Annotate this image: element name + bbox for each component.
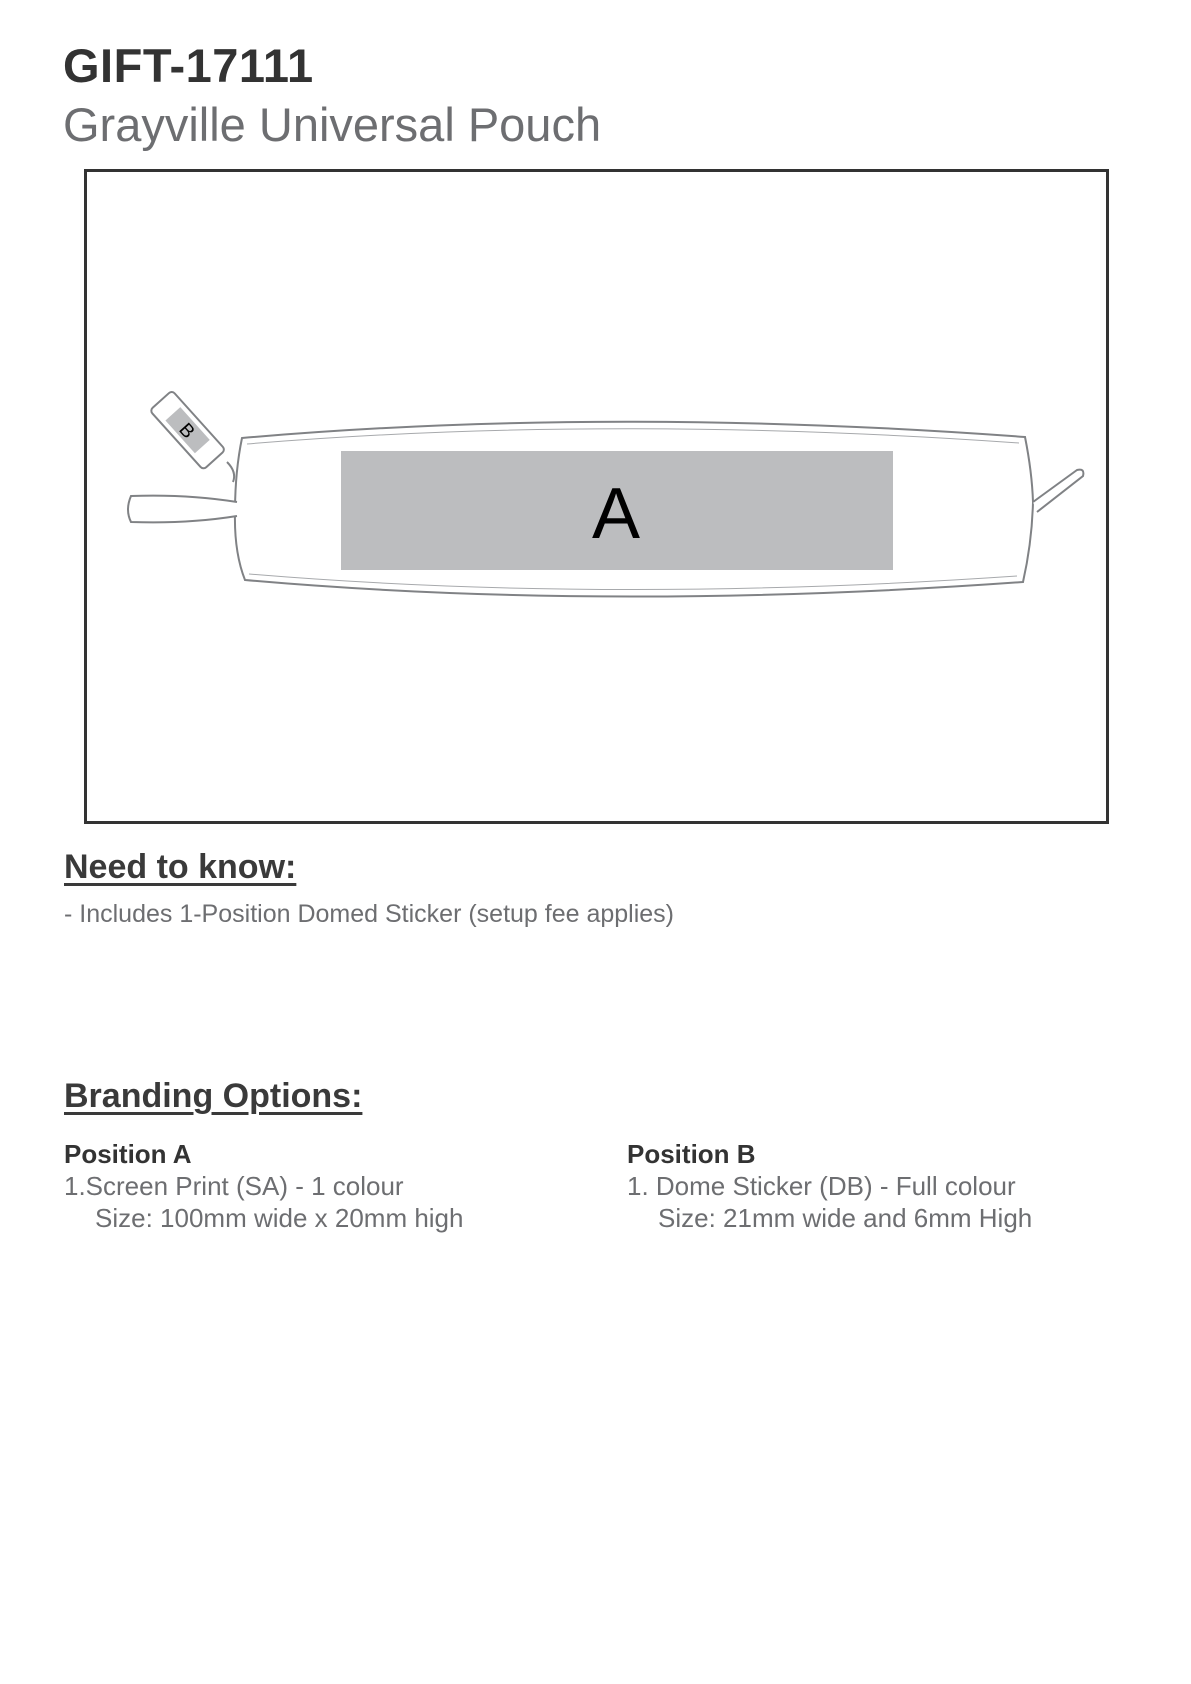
position-a-title: Position A bbox=[64, 1139, 192, 1169]
wrist-strap bbox=[128, 496, 237, 523]
position-b-method: 1. Dome Sticker (DB) - Full colour bbox=[627, 1171, 1016, 1201]
pouch-illustration bbox=[87, 172, 1106, 821]
zipper-pull-right bbox=[1033, 470, 1083, 512]
position-a-details bbox=[64, 1138, 463, 1234]
position-a-size: Size: 100mm wide x 20mm high bbox=[95, 1203, 464, 1233]
position-b-details bbox=[627, 1138, 1032, 1234]
product-illustration-frame bbox=[84, 169, 1109, 824]
position-a-method: 1.Screen Print (SA) - 1 colour bbox=[64, 1171, 404, 1201]
product-code: GIFT-17111 bbox=[63, 39, 314, 92]
need-to-know-heading: Need to know: bbox=[64, 848, 297, 886]
need-to-know-item: - Includes 1-Position Domed Sticker (setup fee applies) bbox=[64, 900, 675, 928]
position-a-label: A bbox=[591, 474, 641, 554]
product-name: Grayville Universal Pouch bbox=[63, 98, 602, 151]
zip-tab-left bbox=[150, 390, 226, 470]
branding-options-heading: Branding Options: bbox=[64, 1077, 363, 1115]
position-b-title: Position B bbox=[627, 1139, 756, 1169]
position-b-label: B bbox=[174, 419, 199, 443]
position-b-size: Size: 21mm wide and 6mm High bbox=[658, 1203, 1033, 1233]
